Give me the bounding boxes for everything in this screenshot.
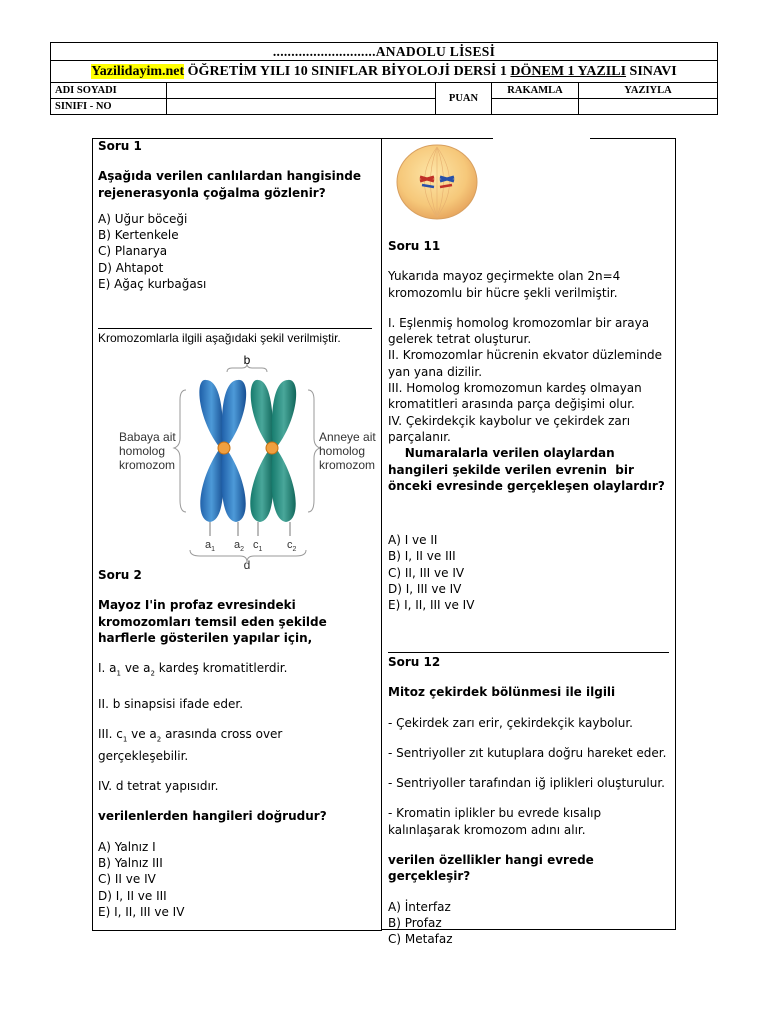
q2-question: verilenlerden hangileri doğrudur? <box>98 809 327 824</box>
q2-number: Soru 2 <box>98 568 142 582</box>
q1-option-e[interactable]: E) Ağaç kurbağası <box>98 277 207 292</box>
digits-label: RAKAMLA <box>492 83 579 99</box>
figure-caption: Kromozomlarla ilgili aşağıdaki şekil verilmiştir. <box>98 331 341 345</box>
centromere-right <box>266 442 278 454</box>
centromere-left <box>218 442 230 454</box>
label-c2: $c_2$ <box>287 539 297 553</box>
score-label: PUAN <box>436 83 492 115</box>
score-digits-field[interactable] <box>492 99 579 115</box>
label-a2: $a_2$ <box>234 539 245 553</box>
exam-title-part: ÖĞRETİM YILI 10 SINIFLAR BİYOLOJİ DERSİ 1 <box>184 63 511 79</box>
right-label-1: Anneye ait <box>319 430 376 444</box>
q12-option-a[interactable]: A) İnterfaz <box>388 899 451 914</box>
q12-statement-2: - Sentriyoller zıt kutuplara doğru hareket eder. <box>388 745 667 760</box>
brace-b <box>227 364 267 372</box>
q1-divider <box>98 328 372 329</box>
label-a1: $a_1$ <box>205 539 216 553</box>
q11-number: Soru 11 <box>388 239 441 253</box>
question-11 <box>388 238 671 614</box>
q2-statement-1: I. $a_1$ ve $a_2$ kardeş kromatitlerdir. <box>98 661 288 678</box>
q12-question: verilen özellikler hangi evrede gerçekleşir? <box>388 853 594 884</box>
label-b: b <box>243 353 251 367</box>
label-c1: $c_1$ <box>253 539 263 553</box>
exam-title-end: SINAVI <box>626 63 677 79</box>
q2-option-c[interactable]: C) II ve IV <box>98 872 156 887</box>
q11-statement-2: II. Kromozomlar hücrenin ekvator düzleminde yan yana dizilir. <box>388 348 663 379</box>
question-2 <box>98 567 376 920</box>
name-field[interactable] <box>167 83 436 99</box>
q1-number: Soru 1 <box>98 139 142 153</box>
score-words-field[interactable] <box>579 99 718 115</box>
class-label: SINIFI - NO <box>51 99 167 115</box>
right-top-border-b <box>590 138 676 139</box>
question-1 <box>98 138 376 292</box>
right-label-3: kromozom <box>319 458 376 472</box>
q2-option-b[interactable]: B) Yalnız III <box>98 856 163 871</box>
q11-statement-4: IV. Çekirdekçik kaybolur ve çekirdek zarı parçalanır. <box>388 413 631 444</box>
q2-option-a[interactable]: A) Yalnız I <box>98 839 156 854</box>
q11-option-b[interactable]: B) I, II ve III <box>388 549 456 564</box>
question-12 <box>388 654 671 948</box>
q2-text: Mayoz I'in profaz evresindeki kromozomları temsil eden şekilde harflerle gösterilen yapılar için, <box>98 598 327 645</box>
right-label-2: homolog <box>319 444 366 458</box>
left-label-2: homolog <box>119 444 166 458</box>
q1-option-a[interactable]: A) Uğur böceği <box>98 211 188 226</box>
right-top-border-a <box>381 138 493 139</box>
q1-text: Aşağıda verilen canlılardan hangisinde rejenerasyonla çoğalma gözlenir? <box>98 169 361 200</box>
q11-text: Yukarıda mayoz geçirmekte olan 2n=4 kromozomlu bir hücre şekli verilmiştir. <box>388 269 621 300</box>
q1-option-b[interactable]: B) Kertenkele <box>98 228 179 243</box>
q11-statement-3: III. Homolog kromozomun kardeş olmayan kromatitleri arasında parça değişimi olur. <box>388 381 642 412</box>
q11-option-d[interactable]: D) I, III ve IV <box>388 582 462 597</box>
class-field[interactable] <box>167 99 436 115</box>
label-d: d <box>243 558 251 572</box>
homolog-chromosome-figure <box>110 350 376 572</box>
school-name: ............................ANADOLU LİSESİ <box>51 43 718 61</box>
q12-statement-1: - Çekirdek zarı erir, çekirdekçik kaybolur. <box>388 715 633 730</box>
q12-option-b[interactable]: B) Profaz <box>388 915 442 930</box>
q12-text: Mitoz çekirdek bölünmesi ile ilgili <box>388 685 616 700</box>
meiosis-cell-image <box>392 143 482 221</box>
q11-option-a[interactable]: A) I ve II <box>388 533 438 548</box>
left-label-3: kromozom <box>119 458 176 472</box>
exam-header-table <box>50 42 718 115</box>
q2-statement-2: II. b sinapsisi ifade eder. <box>98 696 244 711</box>
q2-statement-4: IV. d tetrat yapısıdır. <box>98 779 219 794</box>
q11-option-e[interactable]: E) I, II, III ve IV <box>388 598 475 613</box>
name-label: ADI SOYADI <box>51 83 167 99</box>
q2-option-e[interactable]: E) I, II, III ve IV <box>98 904 185 919</box>
q12-statement-3: - Sentriyoller tarafından iğ iplikleri oluşturulur. <box>388 776 665 791</box>
left-label-1: Babaya ait <box>119 430 176 444</box>
words-label: YAZIYLA <box>579 83 718 99</box>
exam-title-underlined: DÖNEM 1 YAZILI <box>510 63 627 79</box>
q11-question: Numaralarla verilen olaylardan hangileri şekilde verilen evrenin bir önceki evresinde gerçekleşen olaylardır? <box>388 446 665 493</box>
q1-option-c[interactable]: C) Planarya <box>98 244 168 259</box>
exam-title <box>51 61 718 83</box>
q11-statement-1: I. Eşlenmiş homolog kromozomlar bir araya gelerek tetrat oluşturur. <box>388 315 650 347</box>
q11-divider <box>388 652 669 653</box>
q12-number: Soru 12 <box>388 655 441 669</box>
q12-option-c[interactable]: C) Metafaz <box>388 932 453 947</box>
q2-option-d[interactable]: D) I, II ve III <box>98 888 167 903</box>
left-brace <box>174 390 186 512</box>
q1-option-d[interactable]: D) Ahtapot <box>98 260 164 275</box>
q2-statement-3: III. $c_1$ ve $a_2$ arasında cross over gerçekleşebilir. <box>98 727 283 763</box>
site-name: Yazilidayim.net <box>91 63 185 79</box>
q12-statement-4: - Kromatin iplikler bu evrede kısalıp kalınlaşarak kromozom adını alır. <box>388 806 602 837</box>
q11-option-c[interactable]: C) II, III ve IV <box>388 565 465 580</box>
